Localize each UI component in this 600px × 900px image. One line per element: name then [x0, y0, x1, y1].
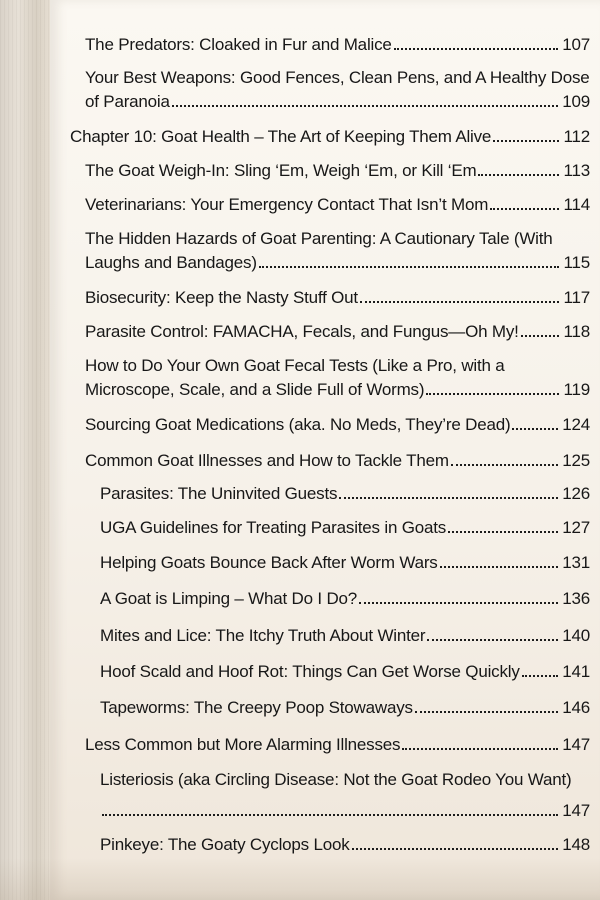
toc-page-number: 147: [562, 801, 590, 820]
toc-entry-line: [85, 286, 590, 310]
toc-entry-line: [85, 378, 590, 402]
toc-subentry: [100, 696, 590, 720]
toc-entry-line: [85, 90, 590, 114]
table-of-contents: [50, 0, 600, 900]
toc-subentry-title: Parasites: The Uninvited Guests: [100, 484, 338, 503]
chapter-page-number: 112: [563, 127, 590, 146]
toc-entry-line: [85, 193, 590, 217]
toc-entry-title-continuation: Microscope, Scale, and a Slide Full of Worms): [85, 380, 425, 399]
dot-leader: [102, 814, 558, 816]
toc-entry-line: [100, 551, 590, 575]
dot-leader: [402, 748, 558, 750]
toc-page-number: 109: [562, 92, 590, 111]
toc-entry: [85, 733, 590, 757]
dot-leader: [512, 428, 558, 430]
book-page: [50, 0, 600, 900]
toc-subentry: [100, 551, 590, 575]
toc-entry-title-continuation: of Paranoia: [85, 92, 170, 111]
toc-subentry: [100, 516, 590, 540]
toc-entry: [85, 449, 590, 473]
toc-entry: [85, 159, 590, 183]
toc-entry-line: [85, 320, 590, 344]
book-page-edge: [0, 0, 52, 900]
dot-leader: [359, 602, 558, 604]
toc-entry-title-first-line: How to Do Your Own Goat Fecal Tests (Like a Pro, with a: [85, 356, 505, 375]
toc-entry-line: [85, 413, 590, 437]
toc-subentry: [100, 482, 590, 506]
toc-subentry-title: Mites and Lice: The Itchy Truth About Winter: [100, 626, 426, 645]
dot-leader: [352, 848, 559, 850]
dot-leader: [448, 531, 558, 533]
dot-leader: [426, 393, 559, 395]
toc-entry-line: [85, 159, 590, 183]
chapter-entry: [70, 125, 590, 149]
toc-page-number: 113: [563, 161, 590, 180]
toc-entry-line: [100, 833, 590, 857]
toc-entry-line: [85, 33, 590, 57]
toc-entry-title: Common Goat Illnesses and How to Tackle Them: [85, 451, 449, 470]
toc-subentry-title: UGA Guidelines for Treating Parasites in Goats: [100, 518, 447, 537]
dot-leader: [415, 711, 558, 713]
dot-leader: [478, 174, 559, 176]
toc-entry: [85, 354, 590, 402]
toc-subentry: [100, 660, 590, 684]
toc-entry-title-first-line: The Hidden Hazards of Goat Parenting: A Cautionary Tale (With: [85, 229, 553, 248]
toc-subentry-title: A Goat is Limping – What Do I Do?: [100, 589, 358, 608]
dot-leader: [339, 497, 558, 499]
toc-entry: [85, 320, 590, 344]
toc-entry: [85, 286, 590, 310]
toc-page-number: 114: [563, 195, 590, 214]
toc-page-number: 107: [562, 35, 590, 54]
toc-entry-line: [100, 696, 590, 720]
toc-entry-title: The Goat Weigh-In: Sling ‘Em, Weigh ‘Em, or Kill ‘Em: [85, 161, 477, 180]
toc-entry-line: [100, 516, 590, 540]
toc-entry-title: Less Common but More Alarming Illnesses: [85, 735, 401, 754]
toc-subentry: [100, 833, 590, 857]
toc-entry-title: Parasite Control: FAMACHA, Fecals, and Fungus—Oh My!: [85, 322, 519, 341]
toc-entry: [85, 193, 590, 217]
dot-leader: [172, 105, 558, 107]
toc-entry: [85, 413, 590, 437]
toc-entry-title: Veterinarians: Your Emergency Contact That Isn’t Mom: [85, 195, 489, 214]
toc-page-number: 131: [562, 553, 590, 572]
toc-subentry: [100, 624, 590, 648]
dot-leader: [427, 639, 558, 641]
toc-entry: [85, 66, 590, 114]
toc-entry-title: Biosecurity: Keep the Nasty Stuff Out: [85, 288, 358, 307]
dot-leader: [490, 208, 559, 210]
toc-entry-title: The Predators: Cloaked in Fur and Malice: [85, 35, 392, 54]
toc-page-number: 140: [562, 626, 590, 645]
toc-subentry-title: Hoof Scald and Hoof Rot: Things Can Get Worse Quickly: [100, 662, 520, 681]
dot-leader: [451, 464, 558, 466]
toc-entry-title: Sourcing Goat Medications (aka. No Meds, They’re Dead): [85, 415, 511, 434]
toc-page-number: 124: [562, 415, 590, 434]
toc-subentry-title: Helping Goats Bounce Back After Worm Wars: [100, 553, 438, 572]
toc-subentry-title-first-line: Listeriosis (aka Circling Disease: Not the Goat Rodeo You Want): [100, 770, 572, 789]
dot-leader: [521, 335, 560, 337]
toc-page-number: 118: [563, 322, 590, 341]
toc-entry-line: [100, 799, 590, 823]
toc-entry-title-first-line: Your Best Weapons: Good Fences, Clean Pens, and A Healthy Dose: [85, 68, 590, 87]
toc-entry-line: [85, 449, 590, 473]
toc-page-number: 127: [562, 518, 590, 537]
dot-leader: [522, 675, 559, 677]
toc-page-number: 115: [563, 253, 590, 272]
toc-page-number: 147: [562, 735, 590, 754]
dot-leader: [259, 266, 560, 268]
toc-page-number: 117: [563, 288, 590, 307]
toc-page-number: 148: [562, 835, 590, 854]
toc-page-number: 136: [562, 589, 590, 608]
dot-leader: [493, 140, 559, 142]
toc-entry-line: [100, 482, 590, 506]
toc-subentry-title: Tapeworms: The Creepy Poop Stowaways: [100, 698, 413, 717]
toc-entry-title-continuation: Laughs and Bandages): [85, 253, 257, 272]
toc-page-number: 125: [562, 451, 590, 470]
toc-entry-line: [85, 733, 590, 757]
toc-subentry: [100, 768, 590, 823]
toc-entry-line: [85, 251, 590, 275]
chapter-entry-line: [70, 125, 590, 149]
dot-leader: [394, 48, 559, 50]
dot-leader: [360, 301, 560, 303]
toc-entry-line: [100, 587, 590, 611]
toc-entry: [85, 33, 590, 57]
toc-subentry: [100, 587, 590, 611]
toc-entry: [85, 227, 590, 275]
toc-entry-line: [100, 624, 590, 648]
chapter-title: Chapter 10: Goat Health – The Art of Keeping Them Alive: [70, 127, 492, 146]
toc-subentry-title: Pinkeye: The Goaty Cyclops Look: [100, 835, 350, 854]
toc-page-number: 146: [562, 698, 590, 717]
toc-page-number: 141: [562, 662, 590, 681]
toc-page-number: 119: [563, 380, 590, 399]
toc-page-number: 126: [562, 484, 590, 503]
toc-entry-line: [100, 660, 590, 684]
dot-leader: [440, 566, 559, 568]
